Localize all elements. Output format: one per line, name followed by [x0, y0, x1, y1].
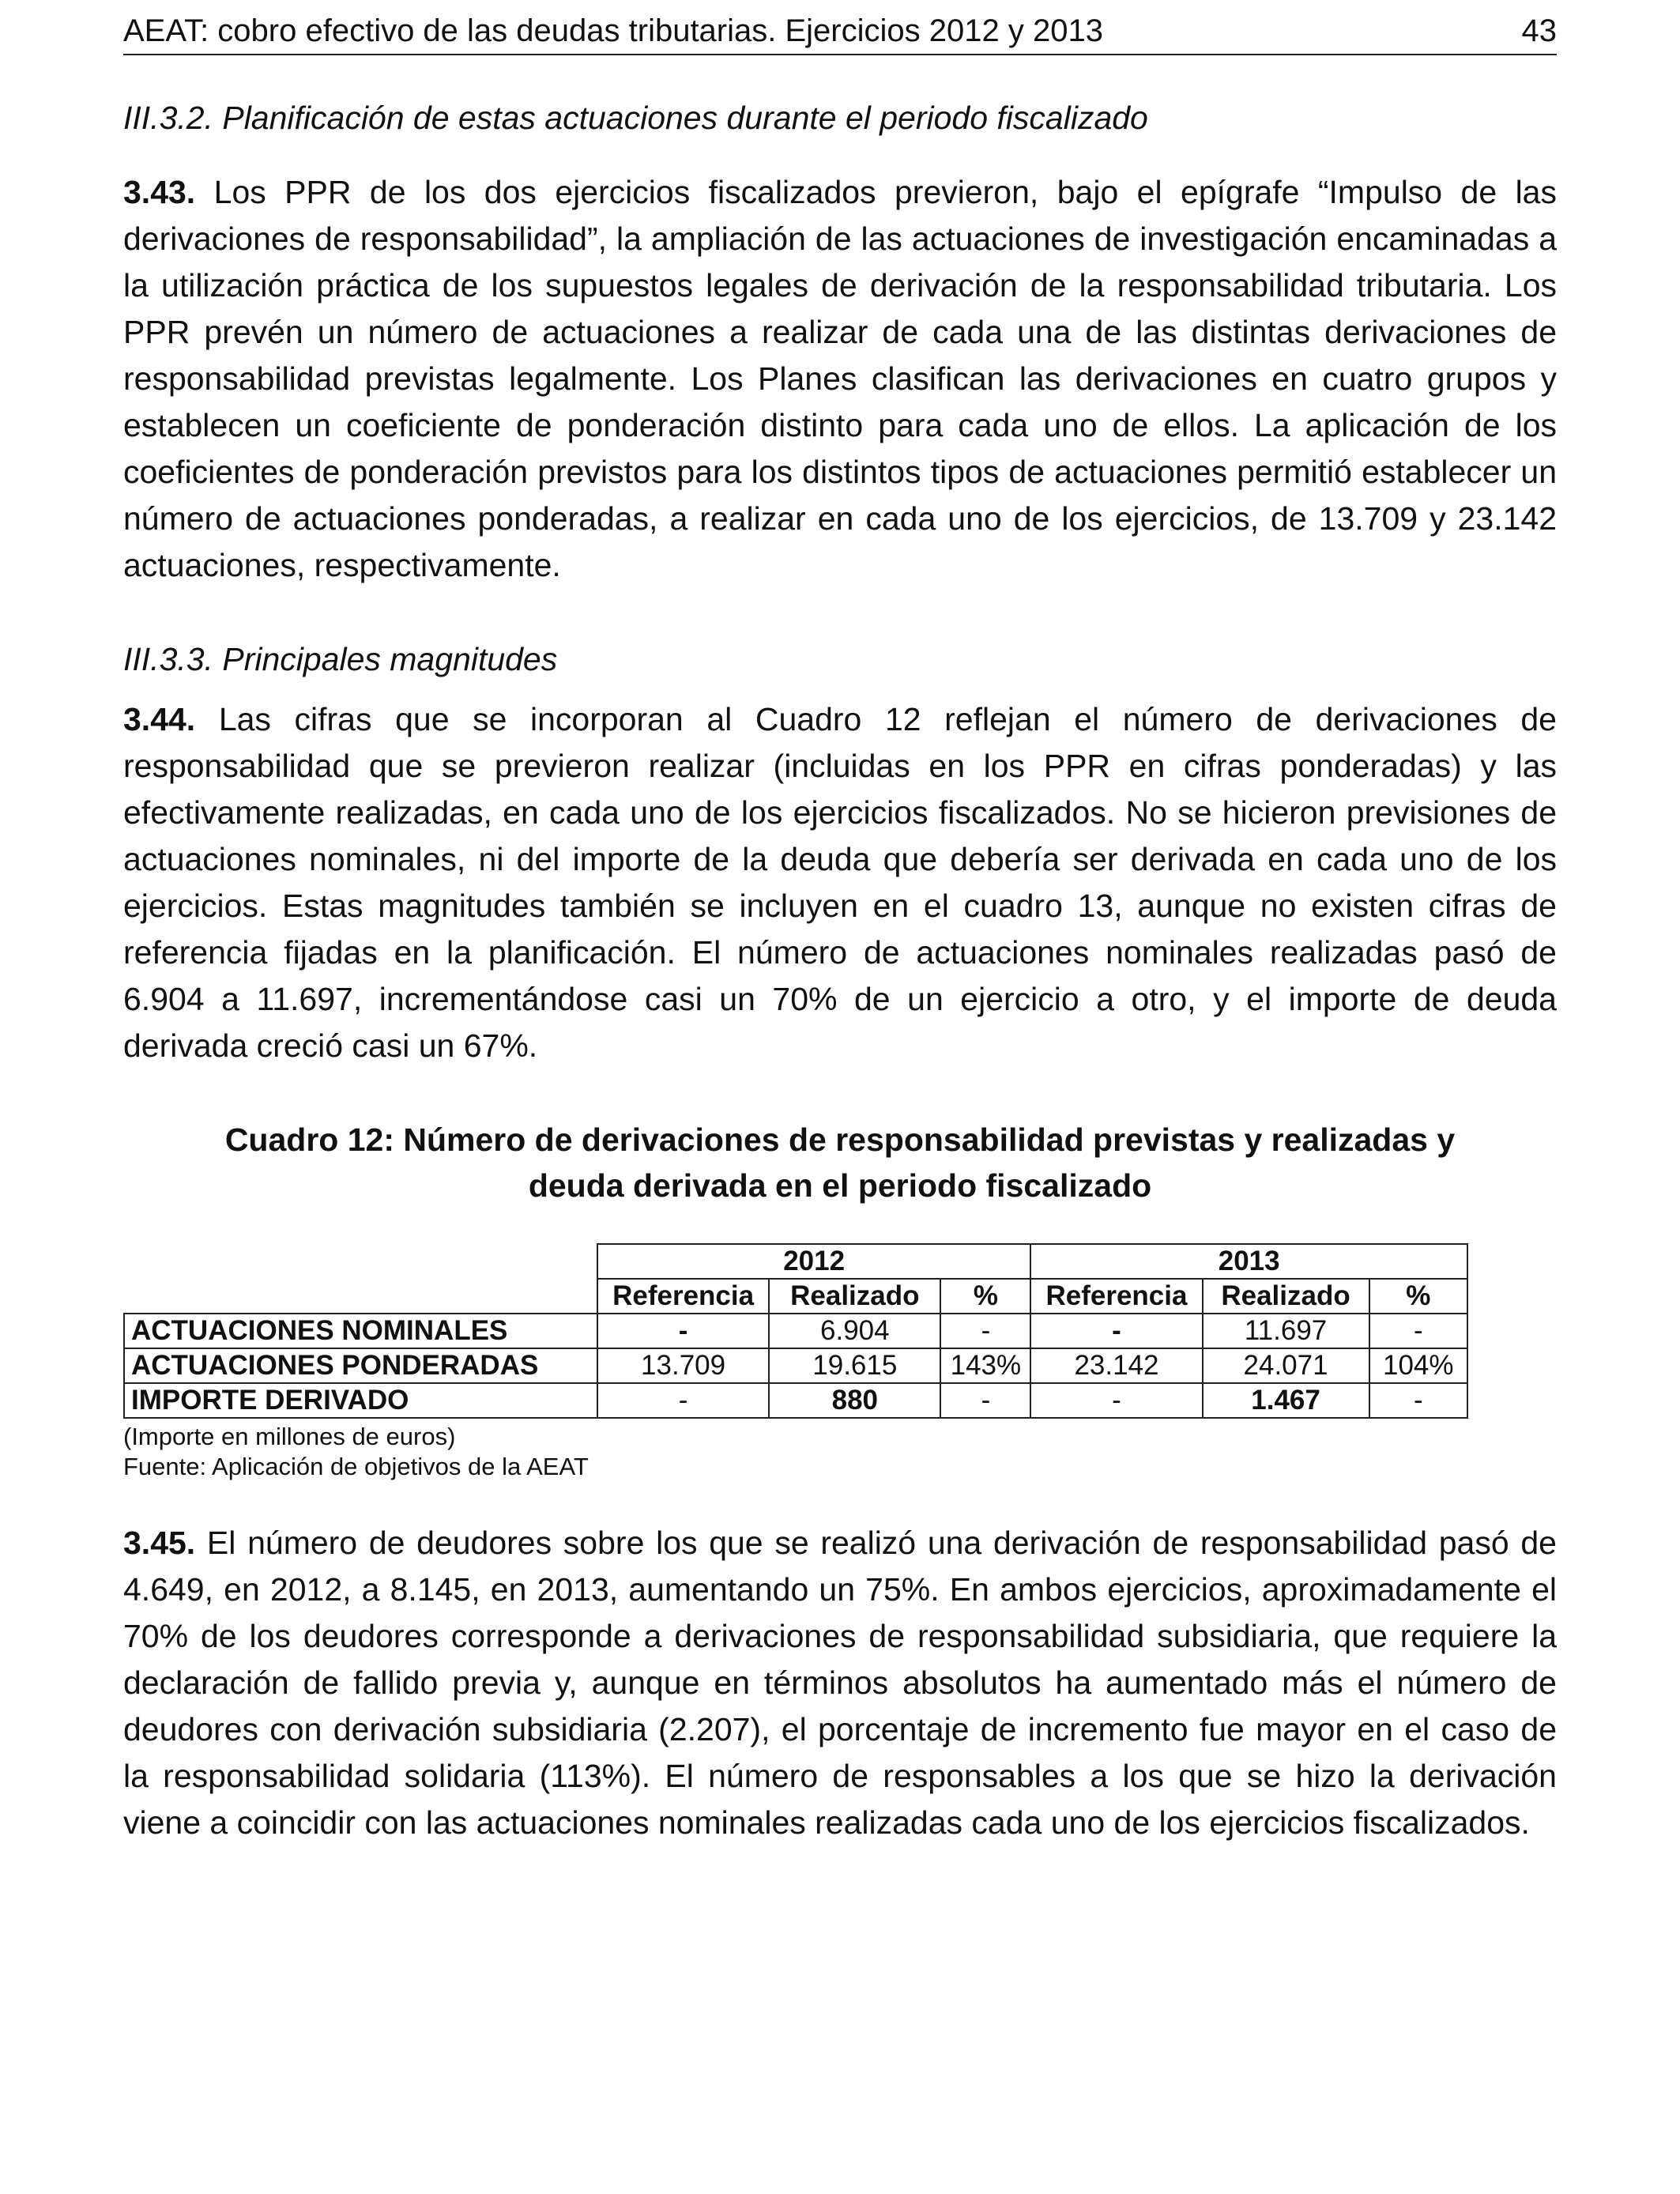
cuadro-12-table: [123, 1243, 1468, 1419]
cell-ref-2013: 23.142: [1030, 1348, 1202, 1383]
paragraph-number: 3.45.: [123, 1525, 196, 1561]
section-title-333: III.3.3. Principales magnitudes: [123, 641, 558, 677]
paragraph-3-43: [123, 169, 1557, 589]
col-header-realizado: Realizado: [769, 1279, 940, 1314]
cell-pct-2013: -: [1369, 1314, 1468, 1348]
note-units: (Importe en millones de euros): [123, 1423, 456, 1450]
cell-ref-2012: 13.709: [597, 1348, 769, 1383]
paragraph-text: El número de deudores sobre los que se realizó una derivación de responsabilidad pasó de 4.649, en 2012, a 8.145, en 2013, aumentando un 75%. En ambos ejercicios, aproximadamente el 70% de los deudores corresponde a derivaciones de responsabilidad subsidiaria, que requiere la declaración de fallido previa y, aunque en términos absolutos ha aumentado más el número de deudores con derivación subsidiaria (2.207), el porcentaje de incremento fue mayor en el caso de la responsabilidad solidaria (113%). El número de responsables a los que se hizo la derivación viene a coincidir con las actuaciones nominales realizadas cada uno de los ejercicios fiscalizados.: [123, 1525, 1557, 1841]
paragraph-3-45: [123, 1520, 1557, 1846]
paragraph-3-44: [123, 696, 1557, 1069]
page-header: [123, 11, 1557, 55]
cell-ref-2012: -: [597, 1314, 769, 1348]
table-corner: [124, 1279, 597, 1314]
cell-real-2013: 24.071: [1203, 1348, 1369, 1383]
cell-pct-2012: -: [940, 1383, 1030, 1418]
table-title: [123, 1117, 1557, 1208]
col-header-referencia: Referencia: [1030, 1279, 1202, 1314]
cell-real-2013: 1.467: [1203, 1383, 1369, 1418]
section-title-332: III.3.2. Planificación de estas actuaciones durante el periodo fiscalizado: [123, 100, 1148, 136]
page-content: [123, 95, 1557, 1846]
cell-real-2012: 880: [769, 1383, 940, 1418]
paragraph-text: Los PPR de los dos ejercicios fiscalizados previeron, bajo el epígrafe “Impulso de las derivaciones de responsabilidad”, la ampliación de las actuaciones de investigación encaminadas a la utilización práctica de los supuestos legales de derivación de la responsabilidad tributaria. Los PPR prevén un número de actuaciones a realizar de cada una de las distintas derivaciones de responsabilidad previstas legalmente. Los Planes clasifican las derivaciones en cuatro grupos y establecen un coeficiente de ponderación distinto para cada uno de ellos. La aplicación de los coeficientes de ponderación previstos para los distintos tipos de actuaciones permitió establecer un número de actuaciones ponderadas, a realizar en cada uno de los ejercicios, de 13.709 y 23.142 actuaciones, respectivamente.: [123, 174, 1557, 583]
cell-pct-2013: 104%: [1369, 1348, 1468, 1383]
table-title-line-1: Cuadro 12: Número de derivaciones de responsabilidad previstas y realizadas y: [224, 1122, 1456, 1158]
table-corner: [124, 1244, 597, 1279]
year-header-2012: 2012: [597, 1244, 1030, 1279]
cell-real-2012: 19.615: [769, 1348, 940, 1383]
table-title-line-2: deuda derivada en el periodo fiscalizado: [528, 1167, 1152, 1204]
cell-pct-2012: 143%: [940, 1348, 1030, 1383]
cell-pct-2012: -: [940, 1314, 1030, 1348]
cell-ref-2013: -: [1030, 1314, 1202, 1348]
col-header-percent: %: [1369, 1279, 1468, 1314]
year-header-2013: 2013: [1030, 1244, 1467, 1279]
table-notes: [123, 1422, 1557, 1482]
row-label: ACTUACIONES NOMINALES: [124, 1314, 597, 1348]
col-header-percent: %: [940, 1279, 1030, 1314]
page-number: 43: [1521, 13, 1557, 48]
paragraph-number: 3.43.: [123, 174, 196, 210]
table-row: [124, 1314, 1467, 1348]
col-header-referencia: Referencia: [597, 1279, 769, 1314]
col-header-realizado: Realizado: [1203, 1279, 1369, 1314]
header-title: AEAT: cobro efectivo de las deudas tributarias. Ejercicios 2012 y 2013: [123, 13, 1103, 48]
cell-real-2012: 6.904: [769, 1314, 940, 1348]
cell-ref-2012: -: [597, 1383, 769, 1418]
cell-real-2013: 11.697: [1203, 1314, 1369, 1348]
row-label: IMPORTE DERIVADO: [124, 1383, 597, 1418]
paragraph-number: 3.44.: [123, 701, 196, 737]
cell-pct-2013: -: [1369, 1383, 1468, 1418]
note-source: Fuente: Aplicación de objetivos de la AEAT: [123, 1453, 589, 1480]
row-label: ACTUACIONES PONDERADAS: [124, 1348, 597, 1383]
table-row: [124, 1348, 1467, 1383]
table-row: [124, 1383, 1467, 1418]
cell-ref-2013: -: [1030, 1383, 1202, 1418]
paragraph-text: Las cifras que se incorporan al Cuadro 12 reflejan el número de derivaciones de responsabilidad que se previeron realizar (incluidas en los PPR en cifras ponderadas) y las efectivamente realizadas, en cada uno de los ejercicios fiscalizados. No se hicieron previsiones de actuaciones nominales, ni del importe de la deuda que debería ser derivada en cada uno de los ejercicios. Estas magnitudes también se incluyen en el cuadro 13, aunque no existen cifras de referencia fijadas en la planificación. El número de actuaciones nominales realizadas pasó de 6.904 a 11.697, incrementándose casi un 70% de un ejercicio a otro, y el importe de deuda derivada creció casi un 67%.: [123, 701, 1557, 1064]
